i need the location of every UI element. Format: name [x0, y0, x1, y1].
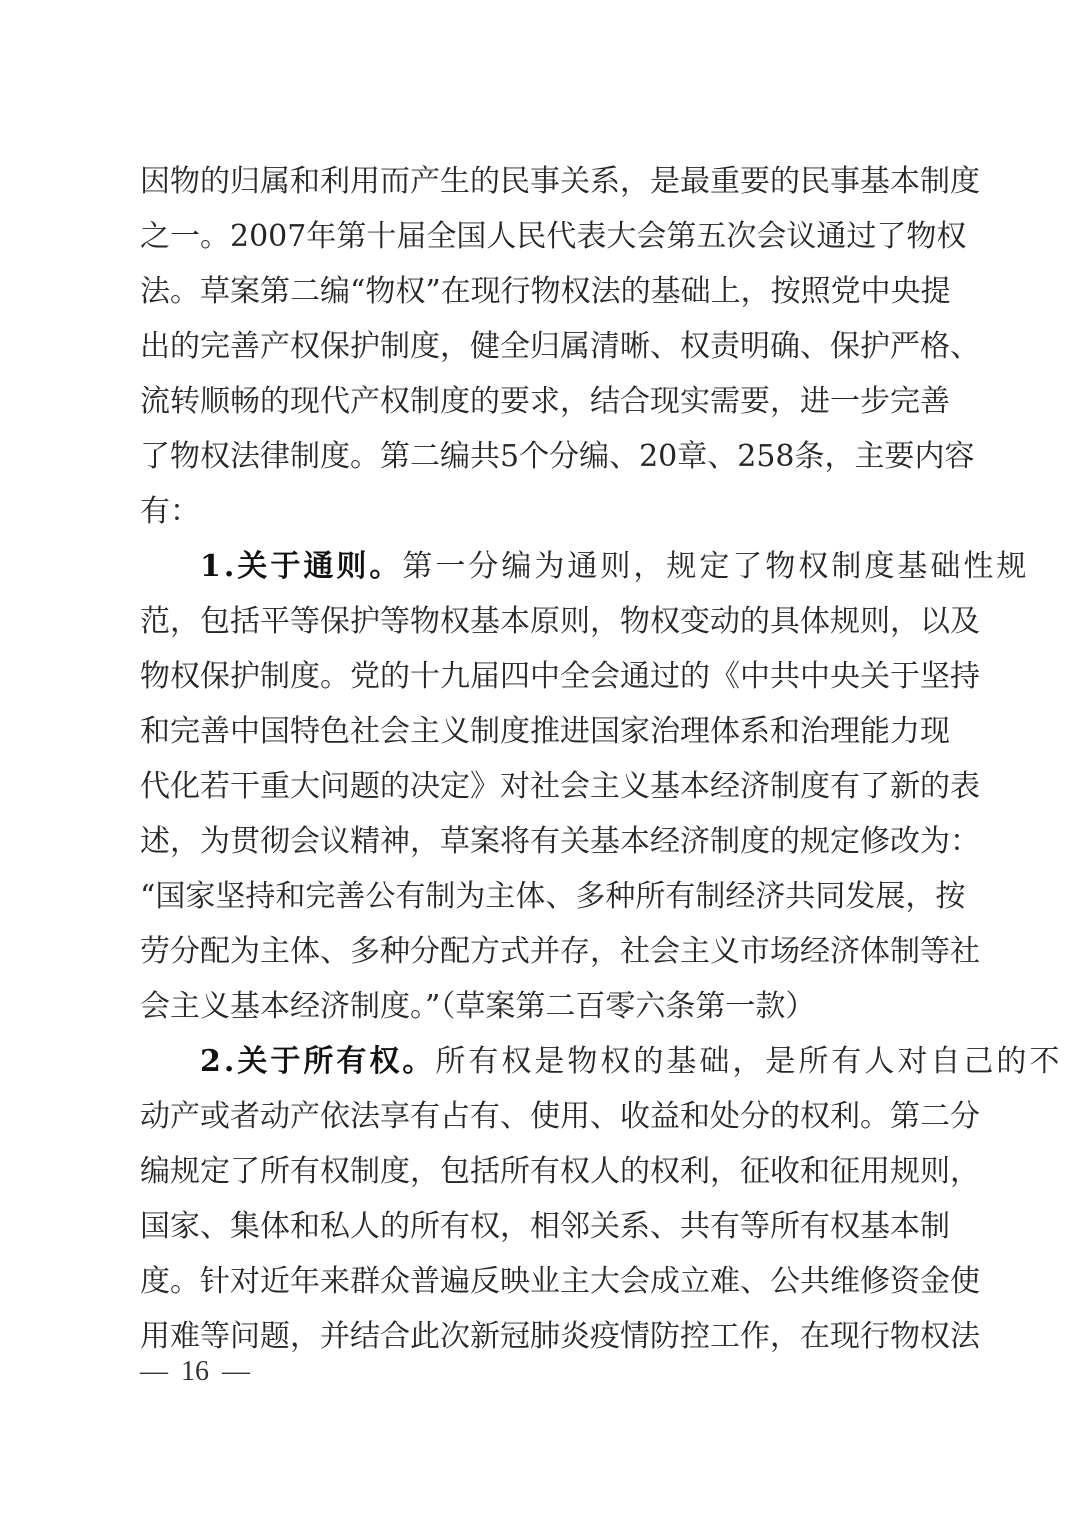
- section-1-first-line: [200, 547, 1030, 587]
- paragraph-line: 用难等问题，并结合此次新冠肺炎疫情防控工作，在现行物权法: [140, 1319, 980, 1354]
- paragraph-line: 有：: [140, 494, 200, 529]
- paragraph-line: 度。针对近年来群众普遍反映业主大会成立难、公共维修资金使: [140, 1264, 980, 1299]
- paragraph-line: 代化若干重大问题的决定》对社会主义基本经济制度有了新的表: [140, 769, 980, 804]
- paragraph-line: 国家、集体和私人的所有权，相邻关系、共有等所有权基本制: [140, 1209, 950, 1244]
- paragraph-line: 之一。2007年第十届全国人民代表大会第五次会议通过了物权: [140, 219, 967, 254]
- paragraph-line: 范，包括平等保护等物权基本原则，物权变动的具体规则，以及: [140, 604, 980, 639]
- paragraph-line: 法。草案第二编“物权”在现行物权法的基础上，按照党中央提: [140, 274, 951, 309]
- section-2-text: 所有权是物权的基础，是所有人对自己的不: [435, 1044, 1063, 1079]
- paragraph-line: 了物权法律制度。第二编共5个分编、20章、258条，主要内容: [140, 439, 975, 474]
- paragraph-line: 和完善中国特色社会主义制度推进国家治理体系和治理能力现: [140, 714, 950, 749]
- paragraph-line: 物权保护制度。党的十九届四中全会通过的《中共中央关于坚持: [140, 659, 980, 694]
- paragraph-line: 因物的归属和利用而产生的民事关系，是最重要的民事基本制度: [140, 164, 980, 199]
- section-1-heading: 1.关于通则。: [200, 549, 403, 584]
- paragraph-line: 会主义基本经济制度。”（草案第二百零六条第一款）: [140, 989, 816, 1024]
- section-2-first-line: [200, 1042, 1063, 1082]
- paragraph-line: 编规定了所有权制度，包括所有权人的权利，征收和征用规则，: [140, 1154, 980, 1189]
- section-1-text: 第一分编为通则，规定了物权制度基础性规: [402, 549, 1030, 584]
- paragraph-line: 述，为贯彻会议精神，草案将有关基本经济制度的规定修改为：: [140, 824, 980, 859]
- paragraph-line: 劳分配为主体、多种分配方式并存，社会主义市场经济体制等社: [140, 934, 980, 969]
- section-2-heading: 2.关于所有权。: [200, 1044, 436, 1079]
- paragraph-line: 动产或者动产依法享有占有、使用、收益和处分的权利。第二分: [140, 1099, 980, 1134]
- paragraph-line: 流转顺畅的现代产权制度的要求，结合现实需要，进一步完善: [140, 384, 950, 419]
- paragraph-line: 出的完善产权保护制度，健全归属清晰、权责明确、保护严格、: [140, 329, 980, 364]
- paragraph-line: “国家坚持和完善公有制为主体、多种所有制经济共同发展，按: [140, 879, 966, 914]
- page-number: — 16 —: [140, 1356, 250, 1387]
